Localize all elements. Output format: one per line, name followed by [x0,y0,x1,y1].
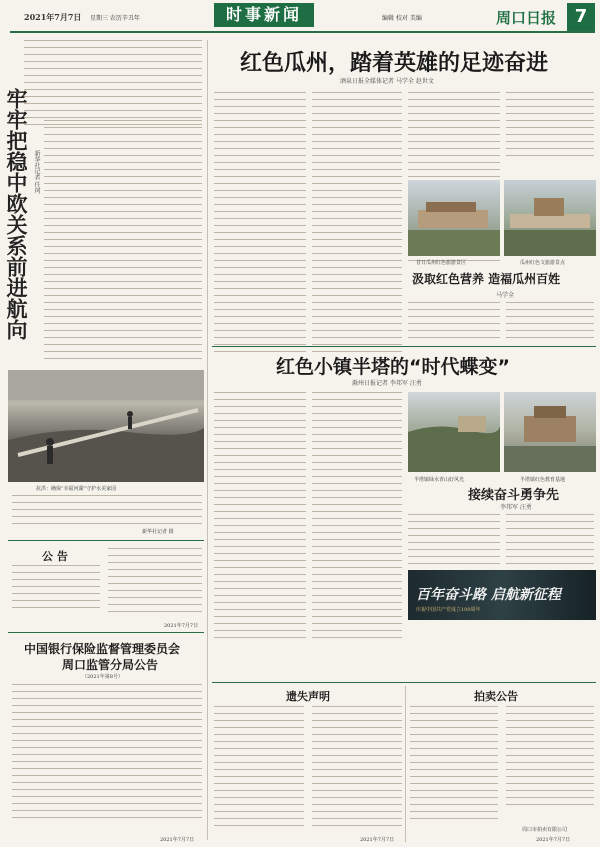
header-weekday: 星期三 农历辛丑年 [90,15,140,22]
main-photo-left [408,180,500,256]
main-body-col2 [312,92,402,358]
banner-slogan: 百年奋斗路 启航新征程 [416,587,561,603]
notice-title: 公 告 [42,550,68,563]
main-byline: 酒泉日报全媒体记者 马学全 赵世文 [340,78,434,85]
left-headline: 牢牢把稳中欧关系前进航向 [4,88,28,340]
auction-company: 周口市拍卖有限公司 [522,827,568,833]
side1-body-a [408,302,500,344]
lost-notice-col1 [214,706,304,832]
bank-notice-body [12,684,202,824]
newspaper-logo: 周口日报 [496,9,557,27]
column-divider [207,40,208,840]
notice-body-right [108,548,202,618]
flood-photo [8,370,204,482]
side2-byline: 李邦军 汪勇 [500,504,532,511]
side1-headline: 汲取红色营养 造福瓜州百姓 [412,272,561,286]
second-photo-right [504,392,596,472]
main-photo-right [504,180,596,256]
bank-rule [8,632,204,633]
second-body-col1 [214,392,306,644]
bank-notice-title-1: 中国银行保险监督管理委员会 [24,642,181,656]
header-rule [10,31,595,33]
auction-notice-title: 拍卖公告 [474,690,518,703]
auction-notice-col1 [410,706,498,825]
section-title: 时事新闻 [214,3,314,27]
page-number: 7 [567,3,595,31]
second-byline: 滁州日报记者 李邦军 汪勇 [352,380,422,387]
second-headline: 红色小镇半塔的“时代蝶变” [276,356,510,378]
left-rule [8,540,204,541]
flood-photo-source: 新华社记者 摄 [142,529,174,535]
notice-body-left [12,565,100,614]
flood-photo-caption: 抗洪：确保“幸福河湖”守护水美家园 [36,486,117,492]
left-intro-text [24,40,202,131]
main-body-col1 [214,92,306,358]
auction-notice-date: 2021年7月7日 [536,837,571,843]
second-photo-caption-2: 半塔镇红色教育基地 [520,477,566,483]
left-byline: 新华社记者 任珂 [33,150,40,194]
main-headline: 红色瓜州，踏着英雄的足迹奋进 [240,51,549,76]
main-photo-caption-2: 瓜州红色文旅游景点 [520,260,566,266]
side2-headline: 接续奋斗勇争先 [468,488,560,503]
anniversary-banner [408,570,596,620]
notice-date: 2021年7月7日 [164,623,199,629]
side2-body-a [408,514,500,570]
main-photo-caption-1: 昔日瓜州红色旅游景区 [416,260,467,266]
flood-caption-text [12,495,202,530]
side1-byline: 马学全 [496,292,515,299]
left-article-body [44,120,202,365]
main-body-col4 [506,92,594,162]
auction-divider [405,686,406,842]
mid-rule [212,346,596,347]
auction-notice-col2 [506,706,594,811]
bank-notice-date: 2021年7月7日 [160,837,195,843]
side1-body-b [506,302,594,344]
banner-tag: 庆祝中国共产党成立100周年 [416,607,481,613]
second-photo-caption-1: 半塔镇绿水青山好风光 [414,477,465,483]
second-photo-left [408,392,500,472]
lost-notice-title: 遗失声明 [286,690,330,703]
second-body-col2 [312,392,402,644]
bank-notice-title-2: 周口监管分局公告 [62,658,159,672]
bottom-rule [212,682,596,683]
lost-notice-date: 2021年7月7日 [360,837,395,843]
header-date: 2021年7月7日 [24,12,82,22]
bank-notice-number: （2021年第8号） [82,674,123,680]
lost-notice-col2 [312,706,402,832]
side2-body-b [506,514,594,570]
header-editors: 编辑 校对 美编 [382,15,422,22]
